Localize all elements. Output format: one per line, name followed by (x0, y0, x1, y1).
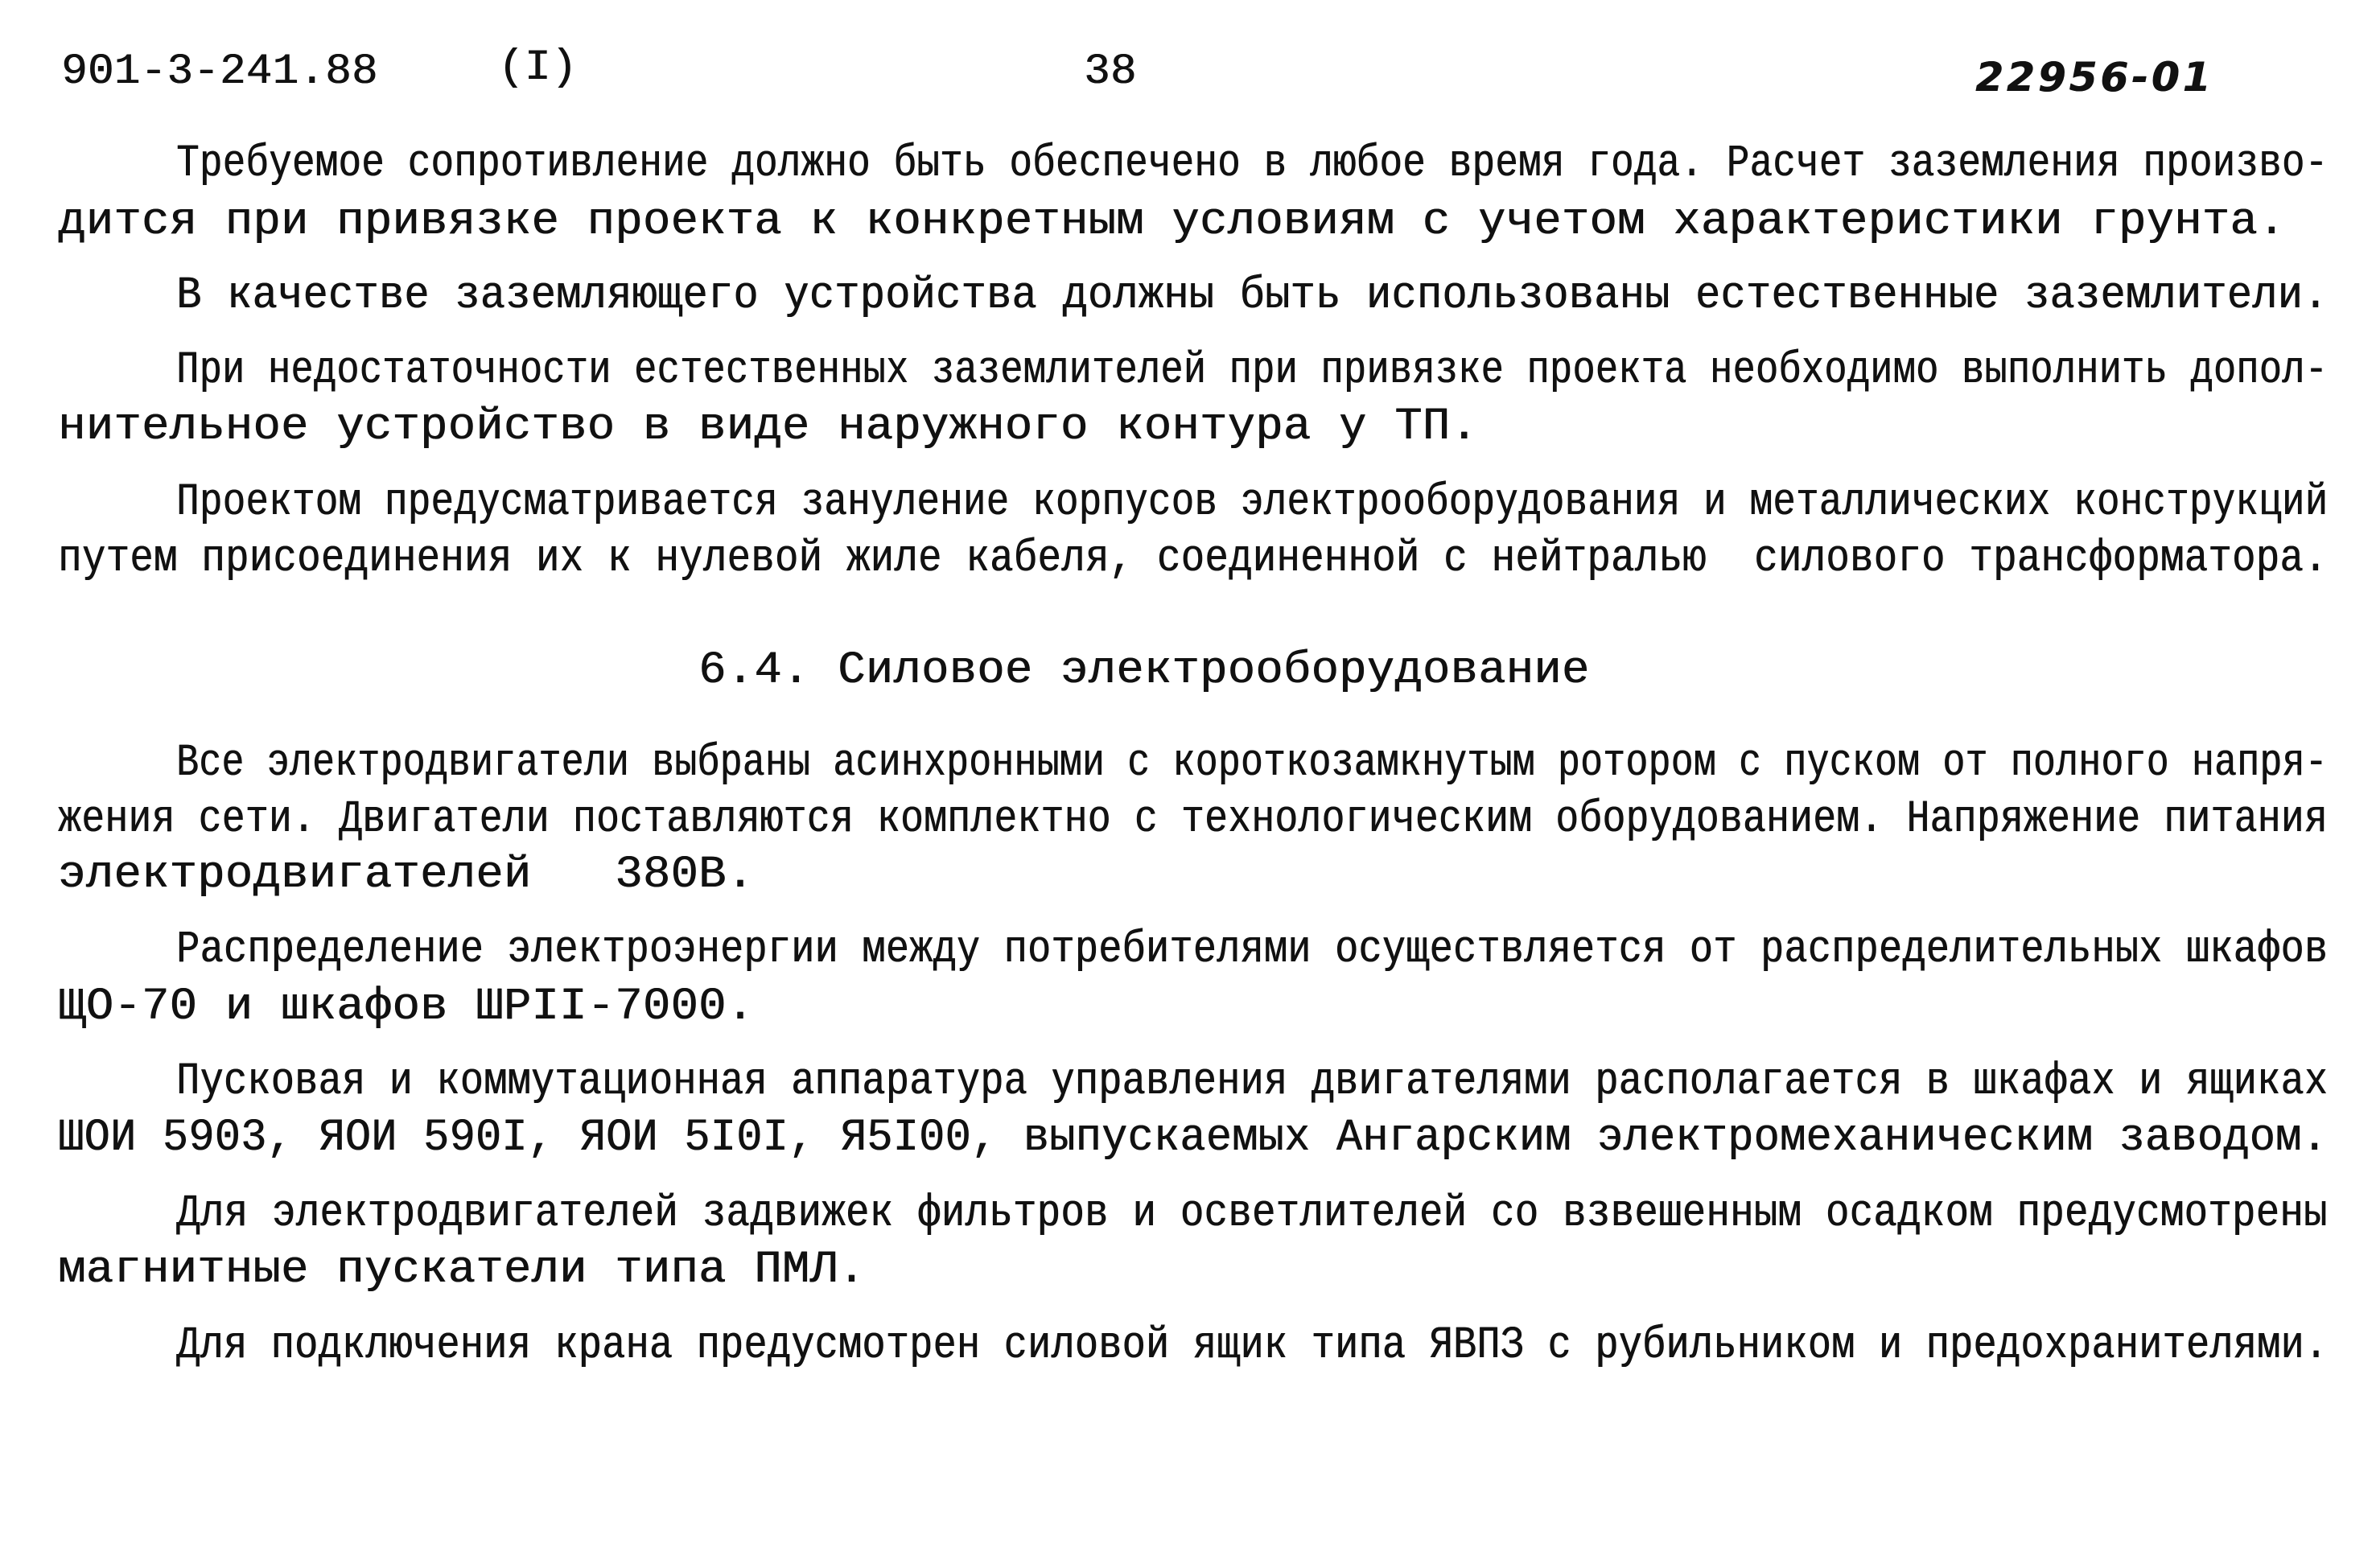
page-number: 38 (1084, 47, 1137, 97)
text-line: жения сети. Двигатели поставляются комплектно с технологическим оборудованием. Напряжение питания (58, 794, 2328, 846)
document-code: 901-3-241.88 (61, 47, 378, 97)
text-line: электродвигателей 380В. (58, 850, 755, 901)
text-line: Распределение электроэнергии между потребителями осуществляется от распределительных шкафов (176, 924, 2329, 976)
inventory-number: 22956-01 (1975, 54, 2214, 101)
text-line: При недостаточности естественных заземлителей при привязке проекта необходимо выполнить допол- (176, 345, 2328, 397)
text-line: Пусковая и коммутационная аппаратура управления двигателями располагается в шкафах и ящиках (176, 1056, 2329, 1108)
text-line: ЩО-70 и шкафов ШРII-7000. (58, 982, 755, 1033)
text-line: Для электродвигателей задвижек фильтров и осветлителей со взвешенным осадком предусмотрены (176, 1188, 2328, 1240)
text-line: Все электродвигатели выбраны асинхронными с короткозамкнутым ротором с пуском от полного напря- (176, 738, 2328, 789)
text-line: ШОИ 5903, ЯОИ 590I, ЯОИ 5I0I, Я5I00, выпускаемых Ангарским электромеханическим заводом. (58, 1113, 2328, 1164)
text-line: Проектом предусматривается зануление корпусов электрооборудования и металлических конструкций (176, 477, 2329, 529)
text-line: путем присоединения их к нулевой жиле кабеля, соединенной с нейтралью силового трансформатора. (58, 533, 2328, 585)
text-line: В качестве заземляющего устройства должны быть использованы естественные заземлители. (176, 270, 2329, 322)
text-line: Для подключения крана предусмотрен силовой ящик типа ЯВПЗ с рубильником и предохранителями. (176, 1320, 2329, 1372)
part-number: (I) (498, 43, 578, 93)
section-heading: 6.4. Силовое электрооборудование (698, 645, 1590, 697)
text-line: дится при привязке проекта к конкретным условиям с учетом характеристики грунта. (58, 196, 2286, 248)
text-line: магнитные пускатели типа ПМЛ. (58, 1245, 866, 1296)
text-line: нительное устройство в виде наружного контура у ТП. (58, 401, 1478, 453)
text-line: Требуемое сопротивление должно быть обеспечено в любое время года. Расчет заземления произво- (176, 138, 2329, 190)
